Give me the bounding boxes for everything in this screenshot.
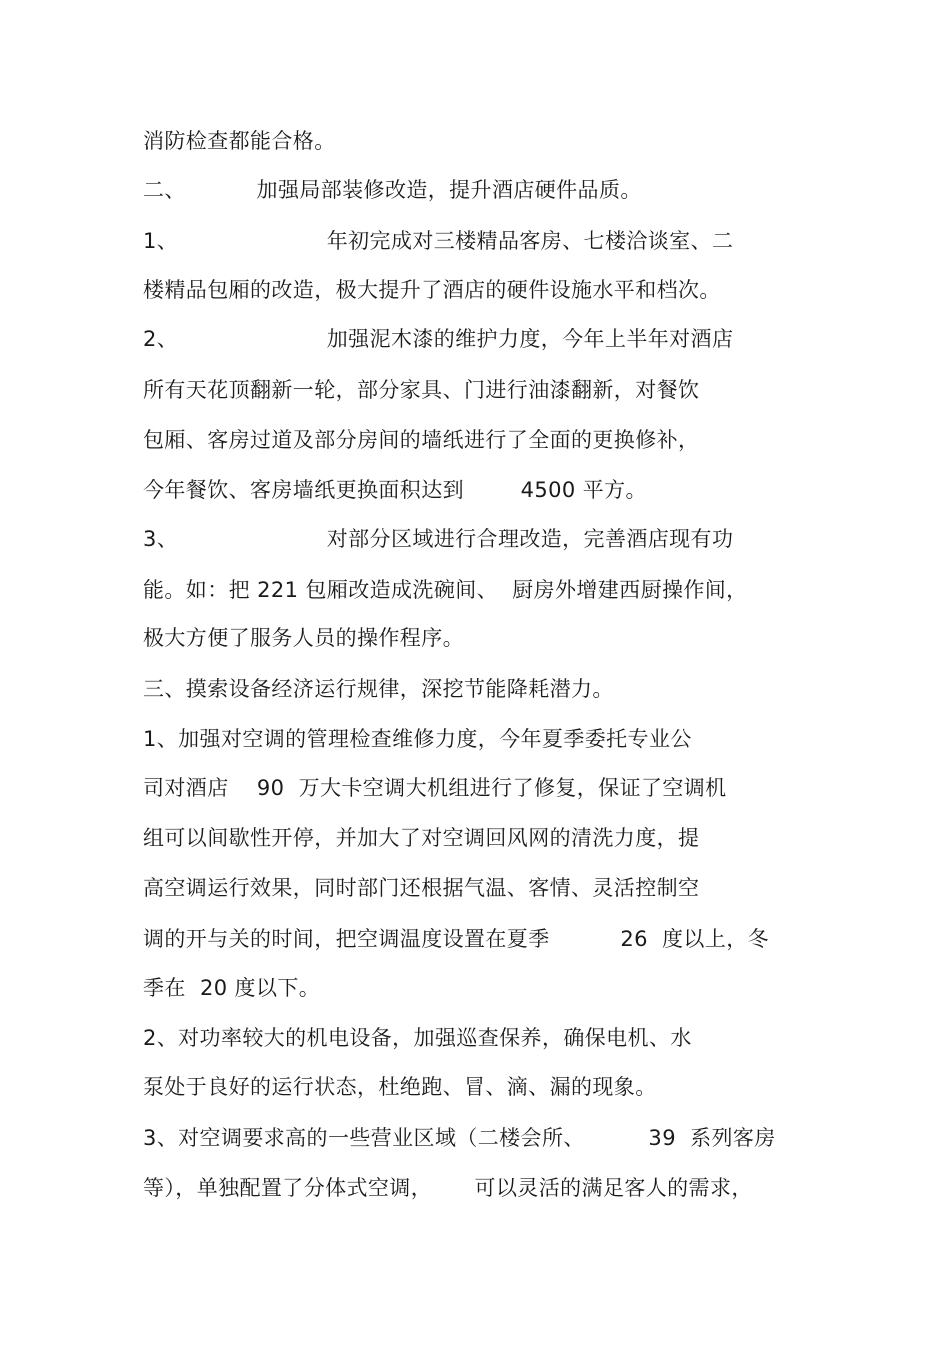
section-heading: 三、摸索设备经济运行规律，深挖节能降耗潜力。 — [143, 677, 614, 701]
text-line: 泵处于良好的运行状态，杜绝跑、冒、滴、漏的现象。 — [143, 1075, 657, 1099]
text-line: 等），单独配置了分体式空调， 可以灵活的满足客人的需求， — [143, 1176, 753, 1200]
text-line: 组可以间歇性开停，并加大了对空调回风网的清洗力度，提 — [143, 826, 700, 850]
text-line: 调的开与关的时间，把空调温度设置在夏季 26 度以上，冬 — [143, 927, 770, 951]
text-line: 高空调运行效果，同时部门还根据气温、客情、灵活控制空 — [143, 876, 700, 900]
text-line: 今年餐饮、客房墙纸更换面积达到 4500 平方。 — [143, 478, 647, 502]
section-heading: 二、 加强局部装修改造，提升酒店硬件品质。 — [143, 178, 642, 202]
text-line: 季在 20 度以下。 — [143, 976, 321, 1000]
text-line: 司对酒店 90 万大卡空调大机组进行了修复，保证了空调机 — [143, 776, 727, 800]
text-line: 3、 对部分区域进行合理改造，完善酒店现有功 — [143, 527, 734, 551]
text-line: 2、 加强泥木漆的维护力度，今年上半年对酒店 — [143, 327, 734, 351]
text-line: 1、加强对空调的管理检查维修力度，今年夏季委托专业公 — [143, 727, 692, 751]
text-line: 极大方便了服务人员的操作程序。 — [143, 626, 464, 650]
text-line: 消防检查都能合格。 — [143, 129, 336, 153]
text-line: 1、 年初完成对三楼精品客房、七楼洽谈室、二 — [143, 229, 734, 253]
text-line: 能。如：把 221 包厢改造成洗碗间、 厨房外增建西厨操作间， — [143, 578, 748, 602]
text-line: 3、对空调要求高的一些营业区域（二楼会所、 39 系列客房 — [143, 1126, 776, 1150]
text-line: 楼精品包厢的改造，极大提升了酒店的硬件设施水平和档次。 — [143, 278, 721, 302]
text-line: 包厢、客房过道及部分房间的墙纸进行了全面的更换修补， — [143, 428, 700, 452]
text-line: 所有天花顶翻新一轮，部分家具、门进行油漆翻新，对餐饮 — [143, 378, 700, 402]
text-line: 2、对功率较大的机电设备，加强巡查保养，确保电机、水 — [143, 1026, 692, 1050]
